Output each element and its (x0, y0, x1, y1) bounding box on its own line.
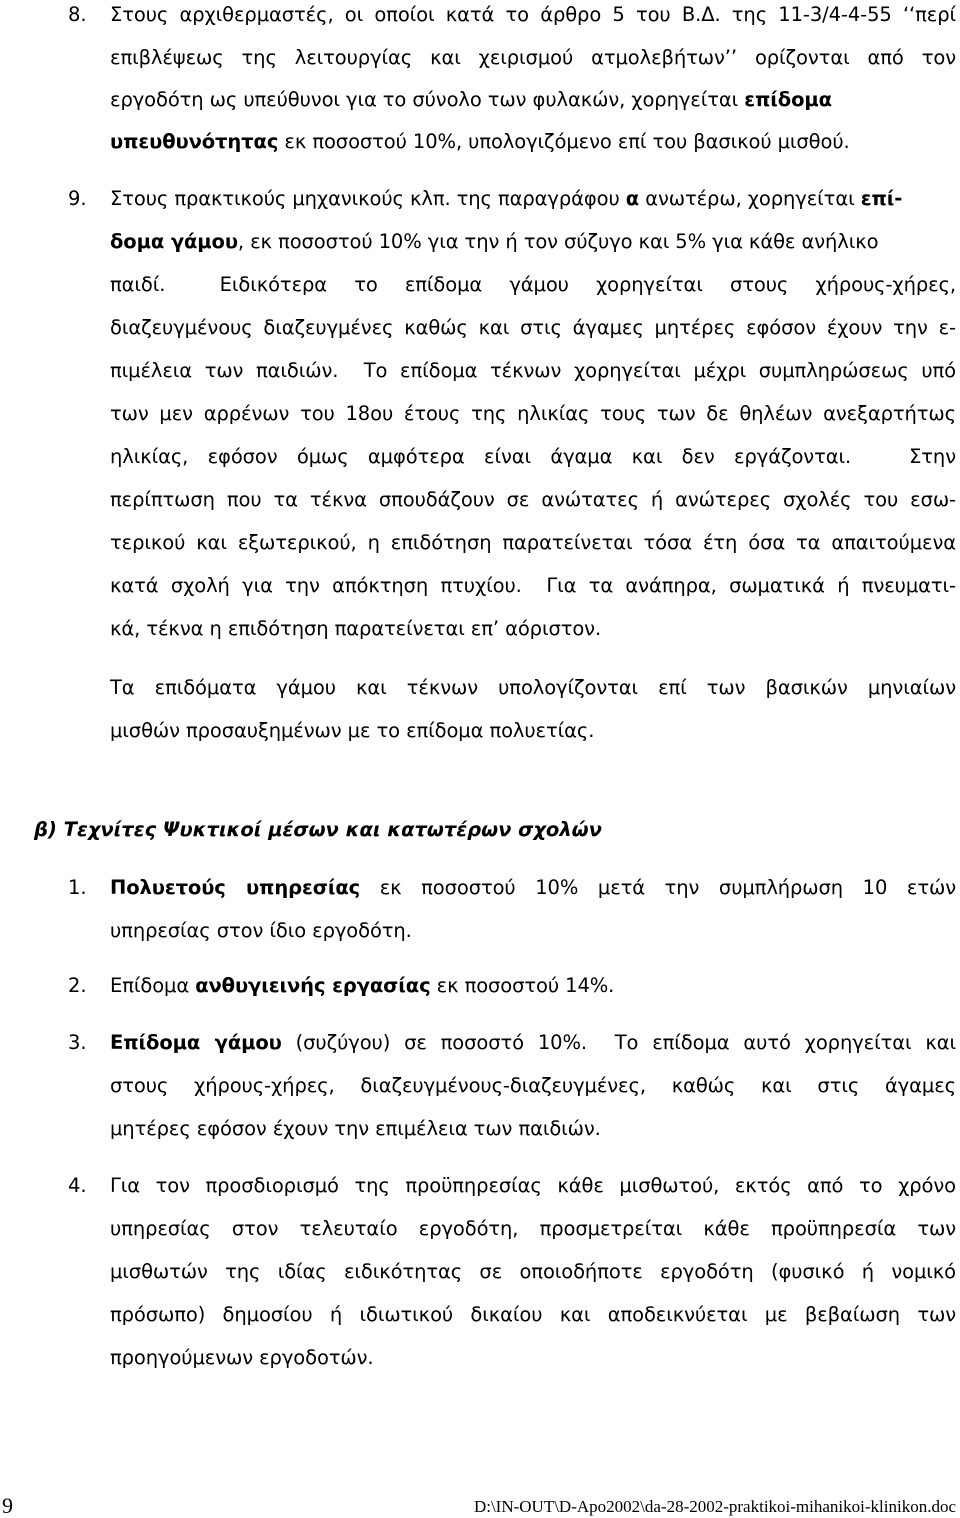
seniority-term: Πολυετούς υπηρεσίας (110, 876, 361, 899)
b-item-2-line-1-text-a: Επίδομα (110, 974, 190, 997)
item-9-line-9: τερικού και εξωτερικού, η επιδότηση παρατείνεται τόσα έτη όσα τα απαιτούμενα (110, 531, 956, 554)
b-item-3-line-1-text: (συζύγου) σε ποσοστό 10%. Το επίδομα αυτό χορηγείται και (295, 1031, 956, 1054)
footer-file-path: D:\IN-OUT\D-Apo2002\da-28-2002-praktikoi-mihanikoi-klinikon.doc (473, 1497, 956, 1516)
b-item-3-number: 3. (68, 1031, 87, 1054)
b-item-2-line-1-text-b: εκ ποσοστού 14%. (436, 974, 615, 997)
b-item-4-line-4: πρόσωπο) δημοσίου ή ιδιωτικού δικαίου και αποδεικνύεται με βεβαίωση των (110, 1303, 956, 1326)
b-item-3-line-3: μητέρες εφόσον έχουν την επιμέλεια των παιδιών. (110, 1117, 601, 1140)
item-9-line-5: πιμέλεια των παιδιών. Το επίδομα τέκνων χορηγείται μέχρι συμπληρώσεως υπό (110, 359, 956, 382)
b-item-3-line-2: στους χήρους-χήρες, διαζευγμένους-διαζευγμένες, καθώς και στις άγαμες (110, 1074, 956, 1097)
item-9-line-7: ηλικίας, εφόσον όμως αμφότερα είναι άγαμα και δεν εργάζονται. Στην (110, 445, 956, 468)
b-item-3-line-1 (110, 1031, 956, 1055)
paragraph-ref-alpha: α (625, 187, 640, 210)
b-item-4-line-3: μισθωτών της ιδίας ειδικότητας σε οποιοδήποτε εργοδότη (φυσικό ή νομικό (110, 1260, 956, 1283)
b-item-1-line-2: υπηρεσίας στον ίδιο εργοδότη. (110, 919, 412, 942)
b-item-4-line-1: Για τον προσδιορισμό της προϋπηρεσίας κάθε μισθωτού, εκτός από το χρόνο (110, 1174, 956, 1197)
item-9-line-3: παιδί. Ειδικότερα το επίδομα γάμου χορηγείται στους χήρους-χήρες, (110, 273, 956, 296)
unhealthy-work-term: ανθυγιεινής εργασίας (195, 974, 431, 997)
marriage-allowance-term-part1: επί- (860, 187, 903, 210)
section-b-heading: β) Τεχνίτες Ψυκτικοί μέσων και κατωτέρων σχολών (34, 818, 602, 841)
b-item-1-number: 1. (68, 876, 87, 899)
item-8-line-4-text: εκ ποσοστού 10%, υπολογιζόμενο επί του βασικού μισθού. (284, 130, 850, 153)
b-item-2-number: 2. (68, 974, 87, 997)
item-8-line-1: Στους αρχιθερμαστές, οι οποίοι κατά το άρθρο 5 του Β.Δ. της 11-3/4-4-55 ‘‘περί (110, 3, 956, 26)
item-8-line-4 (110, 130, 850, 154)
b-item-1-line-1 (110, 876, 956, 900)
b-item-4-number: 4. (68, 1174, 87, 1197)
item-8-line-3-text: εργοδότη ως υπεύθυνοι για το σύνολο των φυλακών, χορηγείται (110, 88, 739, 111)
item-9-line-1-text-a: Στους πρακτικούς μηχανικούς κλπ. της παραγράφου (110, 187, 620, 210)
item-9-line-2-text: , εκ ποσοστού 10% για την ή τον σύζυγο και 5% για κάθε ανήλικο (237, 230, 879, 253)
responsibility-allowance-term-part1: επίδομα (744, 88, 832, 111)
b-item-2-line-1 (110, 974, 614, 998)
item-9-line-6: των μεν αρρένων του 18ου έτους της ηλικίας τους των δε θηλέων ανεξαρτήτως (110, 402, 956, 425)
page-number: 9 (2, 1493, 13, 1518)
item-9-line-1 (110, 187, 902, 211)
marriage-allowance-term-part2: δομα γάμου (110, 230, 238, 253)
item-9-line-11: κά, τέκνα η επιδότηση παρατείνεται επ’ αόριστον. (110, 617, 602, 640)
item-9-line-10: κατά σχολή για την απόκτηση πτυχίου. Για τα ανάπηρα, σωματικά ή πνευματι- (110, 574, 956, 597)
responsibility-allowance-term-part2: υπευθυνότητας (110, 130, 279, 153)
item-8-line-3 (110, 88, 832, 112)
item-8-number: 8. (68, 3, 87, 26)
item-9-line-1-text-c: ανωτέρω, χορηγείται (645, 187, 855, 210)
marriage-allowance-term: Επίδομα γάμου (110, 1031, 282, 1054)
allowances-paragraph-line-1: Τα επιδόματα γάμου και τέκνων υπολογίζονται επί των βασικών μηνιαίων (110, 676, 956, 699)
item-9-line-4: διαζευγμένους διαζευγμένες καθώς και στις άγαμες μητέρες εφόσον έχουν την ε- (110, 316, 956, 339)
item-8-line-2: επιβλέψεως της λειτουργίας και χειρισμού ατμολεβήτων’’ ορίζονται από τον (110, 46, 956, 69)
b-item-4-line-2: υπηρεσίας στον τελευταίο εργοδότη, προσμετρείται κάθε προϋπηρεσία των (110, 1217, 956, 1240)
allowances-paragraph-line-2: μισθών προσαυξημένων με το επίδομα πολυετίας. (110, 719, 595, 742)
item-9-line-2 (110, 230, 878, 254)
b-item-1-line-1-text: εκ ποσοστού 10% μετά την συμπλήρωση 10 ετών (379, 876, 956, 899)
b-item-4-line-5: προηγούμενων εργοδοτών. (110, 1346, 374, 1369)
item-9-number: 9. (68, 187, 87, 210)
item-9-line-8: περίπτωση που τα τέκνα σπουδάζουν σε ανώτατες ή ανώτερες σχολές του εσω- (110, 488, 956, 511)
